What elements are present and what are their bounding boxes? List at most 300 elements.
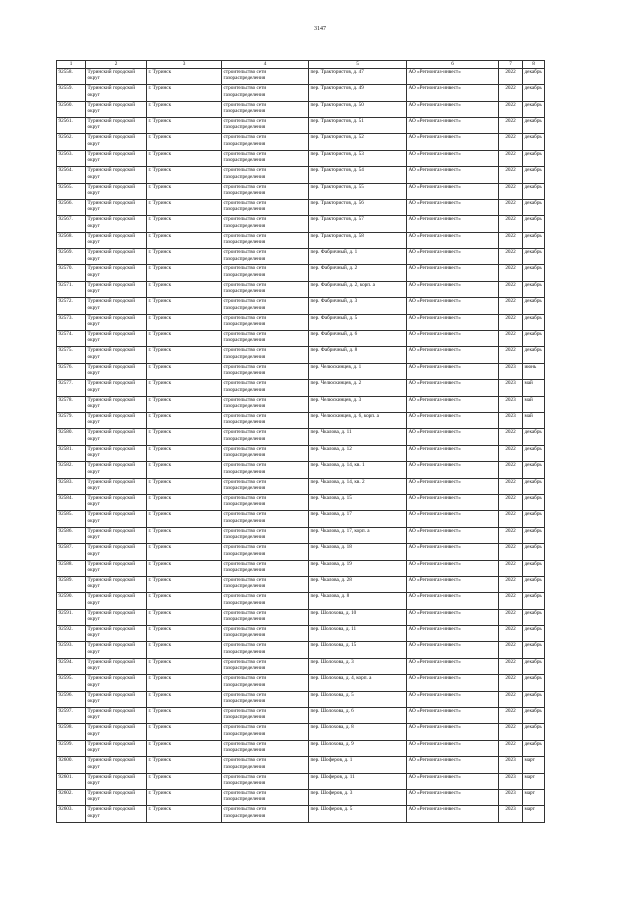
row-number-cell: 92594. xyxy=(57,658,86,674)
address-cell: пер. Шолохова, д. 6 xyxy=(309,708,407,724)
city-cell: г. Туринск xyxy=(147,85,222,101)
address-cell: пер. Чкалова, д. 28 xyxy=(309,576,407,592)
organization-cell: АО «Регионгаз-инвест» xyxy=(407,396,499,412)
month-cell: декабрь xyxy=(523,593,545,609)
district-cell: Туринский городской округ xyxy=(86,216,147,232)
table-row xyxy=(57,642,545,658)
city-cell: г. Туринск xyxy=(147,593,222,609)
address-cell: пер. Шолохова, д. 4, корп. а xyxy=(309,675,407,691)
city-cell: г. Туринск xyxy=(147,216,222,232)
year-cell: 2023 xyxy=(499,773,523,789)
row-number-cell: 92575. xyxy=(57,347,86,363)
city-cell: г. Туринск xyxy=(147,494,222,510)
city-cell: г. Туринск xyxy=(147,249,222,265)
month-cell: май xyxy=(523,396,545,412)
year-cell: 2022 xyxy=(499,642,523,658)
city-cell: г. Туринск xyxy=(147,117,222,133)
address-cell: пер. Фабричный, д. 5 xyxy=(309,314,407,330)
organization-cell: АО «Регионгаз-инвест» xyxy=(407,724,499,740)
organization-cell: АО «Регионгаз-инвест» xyxy=(407,281,499,297)
year-cell: 2022 xyxy=(499,691,523,707)
year-cell: 2022 xyxy=(499,183,523,199)
table-row xyxy=(57,806,545,822)
row-number-cell: 92566. xyxy=(57,199,86,215)
district-cell: Туринский городской округ xyxy=(86,593,147,609)
district-cell: Туринский городской округ xyxy=(86,511,147,527)
city-cell: г. Туринск xyxy=(147,527,222,543)
work-type-cell: строительство сети газораспределения xyxy=(222,249,309,265)
table-row xyxy=(57,593,545,609)
address-cell: пер. Чкалова, д. 12 xyxy=(309,445,407,461)
row-number-cell: 92601. xyxy=(57,773,86,789)
table-row xyxy=(57,560,545,576)
year-cell: 2022 xyxy=(499,265,523,281)
month-cell: март xyxy=(523,757,545,773)
city-cell: г. Туринск xyxy=(147,708,222,724)
table-row xyxy=(57,380,545,396)
table-row xyxy=(57,773,545,789)
organization-cell: АО «Регионгаз-инвест» xyxy=(407,626,499,642)
district-cell: Туринский городской округ xyxy=(86,281,147,297)
table-row xyxy=(57,413,545,429)
organization-cell: АО «Регионгаз-инвест» xyxy=(407,249,499,265)
work-type-cell: строительство сети газораспределения xyxy=(222,642,309,658)
city-cell: г. Туринск xyxy=(147,232,222,248)
table-row xyxy=(57,199,545,215)
city-cell: г. Туринск xyxy=(147,298,222,314)
address-cell: пер. Шоферов, д. 5 xyxy=(309,806,407,822)
city-cell: г. Туринск xyxy=(147,314,222,330)
month-cell: декабрь xyxy=(523,511,545,527)
year-cell: 2022 xyxy=(499,314,523,330)
column-header: 2 xyxy=(86,61,147,69)
address-cell: пер. Шолохова, д. 15 xyxy=(309,642,407,658)
district-cell: Туринский городской округ xyxy=(86,134,147,150)
city-cell: г. Туринск xyxy=(147,642,222,658)
year-cell: 2023 xyxy=(499,363,523,379)
organization-cell: АО «Регионгаз-инвест» xyxy=(407,609,499,625)
address-cell: пер. Челюскинцев, д. 1 xyxy=(309,363,407,379)
district-cell: Туринский городской округ xyxy=(86,331,147,347)
row-number-cell: 92581. xyxy=(57,445,86,461)
work-type-cell: строительство сети газораспределения xyxy=(222,445,309,461)
district-cell: Туринский городской округ xyxy=(86,445,147,461)
column-header: 6 xyxy=(407,61,499,69)
year-cell: 2022 xyxy=(499,134,523,150)
city-cell: г. Туринск xyxy=(147,101,222,117)
row-number-cell: 92570. xyxy=(57,265,86,281)
month-cell: декабрь xyxy=(523,560,545,576)
work-type-cell: строительство сети газораспределения xyxy=(222,576,309,592)
column-header: 5 xyxy=(309,61,407,69)
table-row xyxy=(57,216,545,232)
organization-cell: АО «Регионгаз-инвест» xyxy=(407,789,499,805)
organization-cell: АО «Регионгаз-инвест» xyxy=(407,363,499,379)
table-row xyxy=(57,363,545,379)
table-row xyxy=(57,281,545,297)
row-number-cell: 92583. xyxy=(57,478,86,494)
address-cell: пер. Трактористов, д. 52 xyxy=(309,134,407,150)
gasification-table xyxy=(56,60,545,823)
work-type-cell: строительство сети газораспределения xyxy=(222,331,309,347)
table-row xyxy=(57,183,545,199)
year-cell: 2022 xyxy=(499,347,523,363)
organization-cell: АО «Регионгаз-инвест» xyxy=(407,232,499,248)
district-cell: Туринский городской округ xyxy=(86,724,147,740)
address-cell: пер. Чкалова, д. 11 xyxy=(309,429,407,445)
address-cell: пер. Шолохова, д. 8 xyxy=(309,724,407,740)
work-type-cell: строительство сети газораспределения xyxy=(222,757,309,773)
address-cell: пер. Фабричный, д. 6 xyxy=(309,331,407,347)
address-cell: пер. Шолохова, д. 5 xyxy=(309,691,407,707)
row-number-cell: 92603. xyxy=(57,806,86,822)
city-cell: г. Туринск xyxy=(147,150,222,166)
month-cell: май xyxy=(523,413,545,429)
row-number-cell: 92592. xyxy=(57,626,86,642)
row-number-cell: 92572. xyxy=(57,298,86,314)
address-cell: пер. Трактористов, д. 54 xyxy=(309,167,407,183)
year-cell: 2023 xyxy=(499,806,523,822)
row-number-cell: 92576. xyxy=(57,363,86,379)
district-cell: Туринский городской округ xyxy=(86,363,147,379)
month-cell: декабрь xyxy=(523,527,545,543)
month-cell: декабрь xyxy=(523,150,545,166)
work-type-cell: строительство сети газораспределения xyxy=(222,101,309,117)
organization-cell: АО «Регионгаз-инвест» xyxy=(407,642,499,658)
district-cell: Туринский городской округ xyxy=(86,708,147,724)
month-cell: март xyxy=(523,789,545,805)
city-cell: г. Туринск xyxy=(147,462,222,478)
organization-cell: АО «Регионгаз-инвест» xyxy=(407,527,499,543)
work-type-cell: строительство сети газораспределения xyxy=(222,363,309,379)
district-cell: Туринский городской округ xyxy=(86,68,147,84)
table-row xyxy=(57,511,545,527)
month-cell: декабрь xyxy=(523,331,545,347)
organization-cell: АО «Регионгаз-инвест» xyxy=(407,740,499,756)
year-cell: 2023 xyxy=(499,413,523,429)
address-cell: пер. Чкалова, д. 8 xyxy=(309,593,407,609)
city-cell: г. Туринск xyxy=(147,658,222,674)
work-type-cell: строительство сети газораспределения xyxy=(222,85,309,101)
district-cell: Туринский городской округ xyxy=(86,314,147,330)
district-cell: Туринский городской округ xyxy=(86,478,147,494)
address-cell: пер. Фабричный, д. 3 xyxy=(309,298,407,314)
city-cell: г. Туринск xyxy=(147,691,222,707)
district-cell: Туринский городской округ xyxy=(86,757,147,773)
work-type-cell: строительство сети газораспределения xyxy=(222,232,309,248)
city-cell: г. Туринск xyxy=(147,773,222,789)
month-cell: декабрь xyxy=(523,609,545,625)
organization-cell: АО «Регионгаз-инвест» xyxy=(407,117,499,133)
table-row xyxy=(57,314,545,330)
organization-cell: АО «Регионгаз-инвест» xyxy=(407,331,499,347)
city-cell: г. Туринск xyxy=(147,134,222,150)
district-cell: Туринский городской округ xyxy=(86,232,147,248)
year-cell: 2023 xyxy=(499,380,523,396)
header-row xyxy=(57,61,545,69)
row-number-cell: 92586. xyxy=(57,527,86,543)
city-cell: г. Туринск xyxy=(147,757,222,773)
address-cell: пер. Чкалова, д. 17, корп. а xyxy=(309,527,407,543)
work-type-cell: строительство сети газораспределения xyxy=(222,134,309,150)
city-cell: г. Туринск xyxy=(147,68,222,84)
organization-cell: АО «Регионгаз-инвест» xyxy=(407,576,499,592)
organization-cell: АО «Регионгаз-инвест» xyxy=(407,216,499,232)
district-cell: Туринский городской округ xyxy=(86,773,147,789)
organization-cell: АО «Регионгаз-инвест» xyxy=(407,560,499,576)
table-row xyxy=(57,134,545,150)
district-cell: Туринский городской округ xyxy=(86,150,147,166)
year-cell: 2022 xyxy=(499,576,523,592)
month-cell: июнь xyxy=(523,363,545,379)
month-cell: декабрь xyxy=(523,232,545,248)
month-cell: декабрь xyxy=(523,249,545,265)
work-type-cell: строительство сети газораспределения xyxy=(222,314,309,330)
table-row xyxy=(57,117,545,133)
address-cell: пер. Фабричный, д. 2 xyxy=(309,265,407,281)
year-cell: 2022 xyxy=(499,462,523,478)
district-cell: Туринский городской округ xyxy=(86,789,147,805)
year-cell: 2022 xyxy=(499,560,523,576)
address-cell: пер. Трактористов, д. 58 xyxy=(309,232,407,248)
row-number-cell: 92564. xyxy=(57,167,86,183)
row-number-cell: 92563. xyxy=(57,150,86,166)
row-number-cell: 92591. xyxy=(57,609,86,625)
address-cell: пер. Чкалова, д. 17 xyxy=(309,511,407,527)
address-cell: пер. Трактористов, д. 53 xyxy=(309,150,407,166)
organization-cell: АО «Регионгаз-инвест» xyxy=(407,167,499,183)
row-number-cell: 92596. xyxy=(57,691,86,707)
city-cell: г. Туринск xyxy=(147,363,222,379)
district-cell: Туринский городской округ xyxy=(86,462,147,478)
district-cell: Туринский городской округ xyxy=(86,675,147,691)
year-cell: 2022 xyxy=(499,117,523,133)
row-number-cell: 92562. xyxy=(57,134,86,150)
month-cell: декабрь xyxy=(523,347,545,363)
city-cell: г. Туринск xyxy=(147,544,222,560)
city-cell: г. Туринск xyxy=(147,199,222,215)
month-cell: декабрь xyxy=(523,658,545,674)
address-cell: пер. Чкалова, д. 15 xyxy=(309,494,407,510)
table-row xyxy=(57,462,545,478)
organization-cell: АО «Регионгаз-инвест» xyxy=(407,511,499,527)
address-cell: пер. Шолохова, д. 10 xyxy=(309,609,407,625)
month-cell: декабрь xyxy=(523,462,545,478)
year-cell: 2022 xyxy=(499,740,523,756)
year-cell: 2022 xyxy=(499,544,523,560)
row-number-cell: 92582. xyxy=(57,462,86,478)
row-number-cell: 92569. xyxy=(57,249,86,265)
city-cell: г. Туринск xyxy=(147,740,222,756)
table-row xyxy=(57,740,545,756)
organization-cell: АО «Регионгаз-инвест» xyxy=(407,658,499,674)
month-cell: декабрь xyxy=(523,314,545,330)
work-type-cell: строительство сети газораспределения xyxy=(222,789,309,805)
year-cell: 2022 xyxy=(499,281,523,297)
row-number-cell: 92573. xyxy=(57,314,86,330)
month-cell: декабрь xyxy=(523,675,545,691)
city-cell: г. Туринск xyxy=(147,511,222,527)
work-type-cell: строительство сети газораспределения xyxy=(222,396,309,412)
district-cell: Туринский городской округ xyxy=(86,576,147,592)
organization-cell: АО «Регионгаз-инвест» xyxy=(407,265,499,281)
city-cell: г. Туринск xyxy=(147,380,222,396)
month-cell: декабрь xyxy=(523,85,545,101)
city-cell: г. Туринск xyxy=(147,806,222,822)
district-cell: Туринский городской округ xyxy=(86,609,147,625)
year-cell: 2023 xyxy=(499,789,523,805)
year-cell: 2022 xyxy=(499,593,523,609)
district-cell: Туринский городской округ xyxy=(86,413,147,429)
address-cell: пер. Трактористов, д. 47 xyxy=(309,68,407,84)
month-cell: март xyxy=(523,773,545,789)
row-number-cell: 92584. xyxy=(57,494,86,510)
work-type-cell: строительство сети газораспределения xyxy=(222,609,309,625)
work-type-cell: строительство сети газораспределения xyxy=(222,626,309,642)
organization-cell: АО «Регионгаз-инвест» xyxy=(407,298,499,314)
row-number-cell: 92589. xyxy=(57,576,86,592)
district-cell: Туринский городской округ xyxy=(86,265,147,281)
month-cell: декабрь xyxy=(523,445,545,461)
month-cell: декабрь xyxy=(523,298,545,314)
address-cell: пер. Шоферов, д. 1 xyxy=(309,757,407,773)
row-number-cell: 92602. xyxy=(57,789,86,805)
row-number-cell: 92579. xyxy=(57,413,86,429)
table-row xyxy=(57,609,545,625)
row-number-cell: 92558. xyxy=(57,68,86,84)
table-row xyxy=(57,527,545,543)
month-cell: декабрь xyxy=(523,101,545,117)
year-cell: 2022 xyxy=(499,445,523,461)
row-number-cell: 92587. xyxy=(57,544,86,560)
column-header: 4 xyxy=(222,61,309,69)
row-number-cell: 92574. xyxy=(57,331,86,347)
row-number-cell: 92559. xyxy=(57,85,86,101)
work-type-cell: строительство сети газораспределения xyxy=(222,724,309,740)
work-type-cell: строительство сети газораспределения xyxy=(222,167,309,183)
organization-cell: АО «Регионгаз-инвест» xyxy=(407,101,499,117)
year-cell: 2022 xyxy=(499,150,523,166)
year-cell: 2022 xyxy=(499,199,523,215)
year-cell: 2022 xyxy=(499,724,523,740)
row-number-cell: 92595. xyxy=(57,675,86,691)
address-cell: пер. Чкалова, д. 14, кв. 2 xyxy=(309,478,407,494)
address-cell: пер. Трактористов, д. 55 xyxy=(309,183,407,199)
district-cell: Туринский городской округ xyxy=(86,544,147,560)
organization-cell: АО «Регионгаз-инвест» xyxy=(407,380,499,396)
year-cell: 2022 xyxy=(499,675,523,691)
table-row xyxy=(57,249,545,265)
table-row xyxy=(57,724,545,740)
city-cell: г. Туринск xyxy=(147,609,222,625)
row-number-cell: 92600. xyxy=(57,757,86,773)
table-row xyxy=(57,544,545,560)
row-number-cell: 92597. xyxy=(57,708,86,724)
column-header: 3 xyxy=(147,61,222,69)
district-cell: Туринский городской округ xyxy=(86,626,147,642)
year-cell: 2022 xyxy=(499,331,523,347)
month-cell: декабрь xyxy=(523,708,545,724)
organization-cell: АО «Регионгаз-инвест» xyxy=(407,773,499,789)
year-cell: 2022 xyxy=(499,68,523,84)
year-cell: 2022 xyxy=(499,527,523,543)
address-cell: пер. Челюскинцев, д. 3 xyxy=(309,396,407,412)
month-cell: май xyxy=(523,380,545,396)
organization-cell: АО «Регионгаз-инвест» xyxy=(407,593,499,609)
year-cell: 2022 xyxy=(499,167,523,183)
work-type-cell: строительство сети газораспределения xyxy=(222,199,309,215)
address-cell: пер. Трактористов, д. 50 xyxy=(309,101,407,117)
year-cell: 2022 xyxy=(499,609,523,625)
work-type-cell: строительство сети газораспределения xyxy=(222,708,309,724)
organization-cell: АО «Регионгаз-инвест» xyxy=(407,85,499,101)
address-cell: пер. Шолохова, д. 9 xyxy=(309,740,407,756)
district-cell: Туринский городской округ xyxy=(86,199,147,215)
month-cell: декабрь xyxy=(523,740,545,756)
month-cell: декабрь xyxy=(523,216,545,232)
row-number-cell: 92578. xyxy=(57,396,86,412)
table-row xyxy=(57,265,545,281)
table-row xyxy=(57,396,545,412)
address-cell: пер. Чкалова, д. 18 xyxy=(309,544,407,560)
work-type-cell: строительство сети газораспределения xyxy=(222,68,309,84)
month-cell: декабрь xyxy=(523,429,545,445)
address-cell: пер. Шолохова, д. 3 xyxy=(309,658,407,674)
row-number-cell: 92567. xyxy=(57,216,86,232)
district-cell: Туринский городской округ xyxy=(86,806,147,822)
month-cell: декабрь xyxy=(523,626,545,642)
row-number-cell: 92561. xyxy=(57,117,86,133)
work-type-cell: строительство сети газораспределения xyxy=(222,740,309,756)
district-cell: Туринский городской округ xyxy=(86,429,147,445)
row-number-cell: 92560. xyxy=(57,101,86,117)
work-type-cell: строительство сети газораспределения xyxy=(222,544,309,560)
city-cell: г. Туринск xyxy=(147,265,222,281)
district-cell: Туринский городской округ xyxy=(86,347,147,363)
district-cell: Туринский городской округ xyxy=(86,380,147,396)
address-cell: пер. Шолохова, д. 11 xyxy=(309,626,407,642)
address-cell: пер. Трактористов, д. 56 xyxy=(309,199,407,215)
organization-cell: АО «Регионгаз-инвест» xyxy=(407,429,499,445)
address-cell: пер. Трактористов, д. 51 xyxy=(309,117,407,133)
district-cell: Туринский городской округ xyxy=(86,183,147,199)
work-type-cell: строительство сети газораспределения xyxy=(222,511,309,527)
work-type-cell: строительство сети газораспределения xyxy=(222,675,309,691)
table-row xyxy=(57,691,545,707)
year-cell: 2022 xyxy=(499,232,523,248)
table-row xyxy=(57,167,545,183)
organization-cell: АО «Регионгаз-инвест» xyxy=(407,806,499,822)
address-cell: пер. Шоферов, д. 11 xyxy=(309,773,407,789)
work-type-cell: строительство сети газораспределения xyxy=(222,806,309,822)
month-cell: декабрь xyxy=(523,691,545,707)
year-cell: 2022 xyxy=(499,511,523,527)
work-type-cell: строительство сети газораспределения xyxy=(222,429,309,445)
table-row xyxy=(57,85,545,101)
address-cell: пер. Челюскинцев, д. 2 xyxy=(309,380,407,396)
work-type-cell: строительство сети газораспределения xyxy=(222,462,309,478)
row-number-cell: 92568. xyxy=(57,232,86,248)
work-type-cell: строительство сети газораспределения xyxy=(222,478,309,494)
address-cell: пер. Трактористов, д. 49 xyxy=(309,85,407,101)
organization-cell: АО «Регионгаз-инвест» xyxy=(407,199,499,215)
organization-cell: АО «Регионгаз-инвест» xyxy=(407,314,499,330)
address-cell: пер. Чкалова, д. 14, кв. 1 xyxy=(309,462,407,478)
year-cell: 2023 xyxy=(499,757,523,773)
work-type-cell: строительство сети газораспределения xyxy=(222,658,309,674)
row-number-cell: 92577. xyxy=(57,380,86,396)
work-type-cell: строительство сети газораспределения xyxy=(222,298,309,314)
